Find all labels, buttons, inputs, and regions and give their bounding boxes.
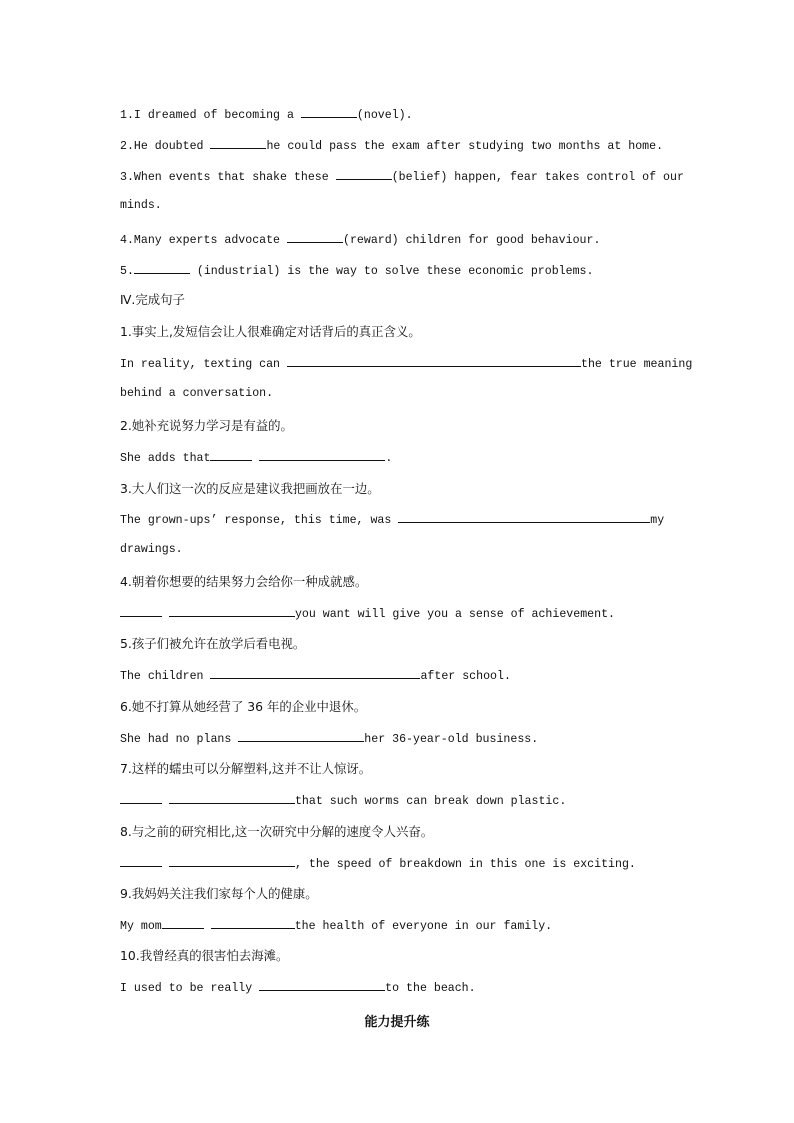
sentence-10 — [120, 979, 476, 995]
prompt-cn-1: 1.事实上,发短信会让人很难确定对话背后的真正含义。 — [120, 324, 421, 339]
sentence-text: She had no plans — [120, 733, 239, 746]
fill-item-text: (industrial) is the way to solve these economic problems. — [189, 265, 594, 278]
section-heading: 能力提升练 — [364, 1015, 430, 1030]
prompt-cn-4: 4.朝着你想要的结果努力会给你一种成就感。 — [120, 574, 368, 589]
fill-item-2 — [120, 137, 663, 153]
sentence-text: her 36-year-old business. — [364, 733, 539, 746]
answer-blank[interactable] — [120, 605, 162, 617]
fill-item-text: (belief) happen, fear takes control of our — [391, 171, 684, 184]
answer-blank[interactable] — [259, 449, 385, 461]
prompt-cn-3: 3.大人们这一次的反应是建议我把画放在一边。 — [120, 481, 380, 496]
answer-blank[interactable] — [259, 979, 385, 991]
sentence-6 — [120, 730, 538, 746]
fill-item-text: 3.When events that shake these — [120, 171, 336, 184]
fill-item-text: 5. — [120, 265, 134, 278]
fill-item-3 — [120, 168, 684, 184]
sentence-text: the health of everyone in our family. — [294, 920, 553, 933]
fill-item-text: 1.I dreamed of becoming a — [120, 109, 301, 122]
sentence-text: you want will give you a sense of achievement. — [294, 608, 616, 621]
sentence-text: , the speed of breakdown in this one is exciting. — [294, 858, 636, 871]
prompt-cn-8: 8.与之前的研究相比,这一次研究中分解的速度令人兴奋。 — [120, 824, 434, 839]
answer-blank[interactable] — [336, 168, 392, 180]
fill-item-1 — [120, 106, 413, 122]
prompt-cn-5: 5.孩子们被允许在放学后看电视。 — [120, 636, 306, 651]
fill-item-text: 2.He doubted — [120, 140, 211, 153]
prompt-cn-6: 6.她不打算从她经营了 36 年的企业中退休。 — [120, 699, 367, 714]
prompt-cn-2: 2.她补充说努力学习是有益的。 — [120, 418, 293, 433]
fill-item-text: (novel). — [356, 109, 413, 122]
answer-blank[interactable] — [169, 855, 295, 867]
sentence-text: to the beach. — [385, 982, 476, 995]
sentence-text — [162, 608, 169, 621]
sentence-text: She adds that — [120, 452, 211, 465]
section-title: Ⅳ.完成句子 — [120, 292, 185, 307]
sentence-text: In reality, texting can — [120, 358, 287, 371]
answer-blank[interactable] — [120, 792, 162, 804]
answer-blank[interactable] — [210, 667, 420, 679]
answer-blank[interactable] — [120, 855, 162, 867]
sentence-text: . — [385, 452, 393, 465]
sentence-text: that such worms can break down plastic. — [294, 795, 567, 808]
answer-blank[interactable] — [301, 106, 357, 118]
sentence-text — [162, 795, 169, 808]
prompt-cn-10: 10.我曾经真的很害怕去海滩。 — [120, 948, 289, 963]
sentence-text: The children — [120, 670, 211, 683]
answer-blank[interactable] — [210, 137, 266, 149]
fill-item-text: 4.Many experts advocate — [120, 234, 287, 247]
fill-item-4 — [120, 231, 600, 247]
answer-blank[interactable] — [287, 355, 581, 367]
sentence-text: The grown-ups’ response, this time, was — [120, 514, 399, 527]
prompt-cn-7: 7.这样的蠕虫可以分解塑料,这并不让人惊讶。 — [120, 761, 372, 776]
answer-blank[interactable] — [211, 917, 295, 929]
answer-blank[interactable] — [169, 792, 295, 804]
sentence-text: I used to be really — [120, 982, 260, 995]
sentence-1 — [120, 355, 692, 371]
answer-blank[interactable] — [169, 605, 295, 617]
fill-item-5 — [120, 262, 593, 278]
prompt-cn-9: 9.我妈妈关注我们家每个人的健康。 — [120, 886, 318, 901]
answer-blank[interactable] — [238, 730, 364, 742]
sentence-8 — [120, 855, 636, 871]
answer-blank[interactable] — [287, 231, 343, 243]
sentence-7 — [120, 792, 566, 808]
fill-item-text: (reward) children for good behaviour. — [342, 234, 601, 247]
sentence-text — [162, 858, 169, 871]
fill-item-3-continued: minds. — [120, 199, 162, 212]
sentence-text: My mom — [120, 920, 162, 933]
sentence-4 — [120, 605, 615, 621]
answer-blank[interactable] — [210, 449, 252, 461]
sentence-5 — [120, 667, 511, 683]
sentence-text: my — [650, 514, 665, 527]
answer-blank[interactable] — [162, 917, 204, 929]
sentence-3-continued: drawings. — [120, 543, 183, 556]
sentence-text: the true meaning — [580, 358, 693, 371]
sentence-2 — [120, 449, 392, 465]
sentence-9 — [120, 917, 552, 933]
sentence-text: after school. — [420, 670, 511, 683]
sentence-text — [204, 920, 211, 933]
answer-blank[interactable] — [134, 262, 190, 274]
sentence-text — [252, 452, 259, 465]
sentence-1-continued: behind a conversation. — [120, 387, 274, 400]
sentence-3 — [120, 511, 664, 527]
answer-blank[interactable] — [398, 511, 650, 523]
fill-item-text: he could pass the exam after studying two months at home. — [266, 140, 664, 153]
